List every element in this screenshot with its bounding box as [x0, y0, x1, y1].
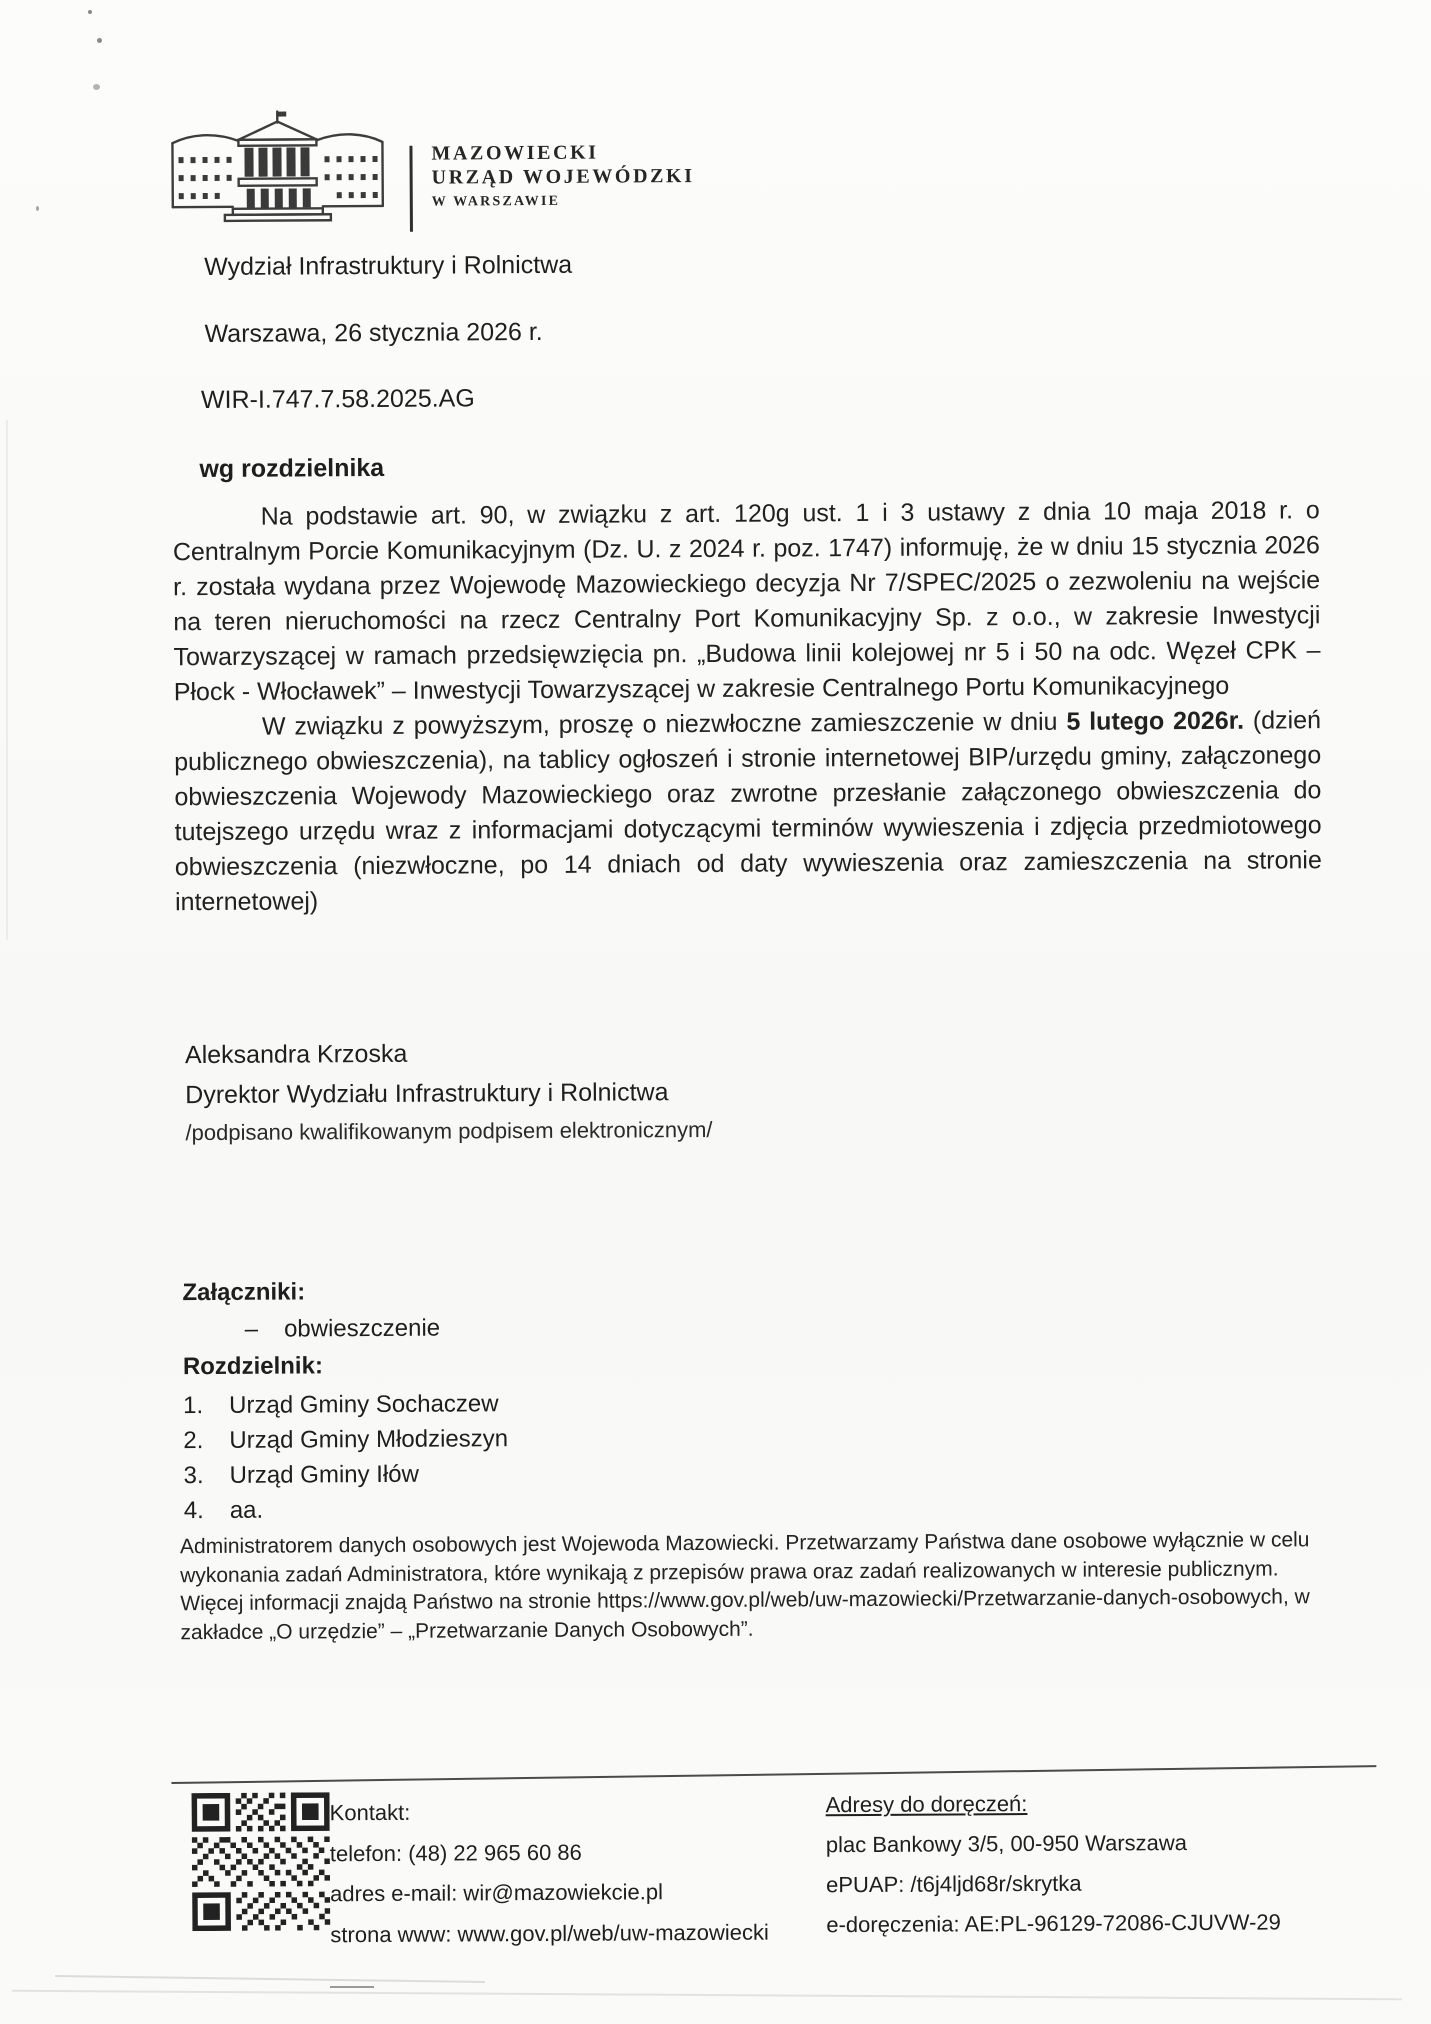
attachment-item: [183, 1315, 441, 1345]
attachments-heading: Załączniki:: [182, 1278, 306, 1307]
body-paragraph-2: [174, 703, 1322, 920]
contact-website: strona www: www.gov.pl/web/uw-mazowiecki: [330, 1919, 769, 1947]
distribution-list: [183, 1386, 509, 1528]
body-paragraph-1: Na podstawie art. 90, w związku z art. 120g ust. 1 i 3 ustawy z dnia 10 maja 2018 r. o Centralnym Porcie Komunikacyjnym (Dz. U. z 2024 r. poz. 1747) informuję, że w dniu 15 stycznia 2026 r. została wydana przez Wojewodę Mazowieckiego decyzja Nr 7/SPEC/2025 o zezwoleniu na wejście na teren nieruchomości na rzecz Centralny Port Komunikacyjny Sp. z o.o., w zakresie Inwestycji Towarzyszącej w ramach przedsięwzięcia pn. „Budowa linii kolejowej nr 5 i 50 na odc. Węzeł CPK – Płock - Włocławek” – Inwestycji Towarzyszącej w zakresie Centralnego Portu Komunikacyjnego: [172, 496, 1321, 707]
reference-number: WIR-I.747.7.58.2025.AG: [200, 384, 475, 415]
organization-name: [431, 140, 694, 211]
delivery-edelivery: e-doręczenia: AE:PL-96129-72086-CJUVW-29: [826, 1909, 1281, 1938]
attachments-section: [182, 1278, 440, 1345]
distribution-item-number: 4.: [183, 1497, 204, 1525]
delivery-heading: Adresy do doręczeń:: [825, 1791, 1028, 1818]
attachment-label: obwieszczenie: [283, 1314, 441, 1343]
attachment-dash: –: [244, 1315, 259, 1343]
letterhead: [161, 106, 695, 234]
letterhead-divider: [409, 146, 413, 232]
contact-heading: Kontakt:: [329, 1799, 411, 1826]
distribution-item: [183, 1421, 508, 1458]
privacy-notice: Administratorem danych osobowych jest Wojewoda Mazowiecki. Przetwarzamy Państwa dane osobowe wyłącznie w celu wykonania zadań Administratora, które wynikają z przepisów prawa oraz zadań realizowanych w interesie publicznym. Więcej informacji znajdą Państwo na stronie https://www.gov.pl/web/uw-mazowiecki/Przetwarzanie-danych-osobowych, w zakładce „O urzędzie” – „Przetwarzanie Danych Osobowych”.: [179, 1528, 1310, 1644]
signature-title: Dyrektor Wydziału Infrastruktury i Rolnictwa: [185, 1078, 669, 1110]
signature-block: [185, 1032, 713, 1151]
distribution-item-label: Urząd Gminy Sochaczew: [229, 1390, 499, 1419]
org-name-line2: URZĄD WOJEWÓDZKI: [431, 165, 695, 189]
paragraph2-text-after: (dzień publicznego obwieszczenia), na tablicy ogłoszeń i stronie internetowej BIP/urzędu gminy, załączonego obwieszczenia Wojewody Mazowieckiego oraz zwrotne przesłanie załączonego obwieszczenia do tutejszego urzędu wraz z informacjami dotyczącymi terminów wywieszenia i zdjęcia przedmiotowego obwieszczenia (niezwłoczne, po 14 dniach od daty wywieszenia oraz zamieszczenia na stronie internetowej): [174, 706, 1322, 917]
distribution-item: [183, 1386, 508, 1423]
contact-phone: telefon: (48) 22 965 60 86: [329, 1839, 582, 1866]
distribution-item-number: 1.: [183, 1392, 204, 1420]
paragraph2-text-before: W związku z powyższym, proszę o niezwłoczne zamieszczenie w dniu: [261, 707, 1067, 741]
footer-divider: [171, 1765, 1376, 1784]
contact-email: adres e-mail: wir@mazowiekcie.pl: [330, 1879, 664, 1907]
delivery-postal-address: plac Bankowy 3/5, 00-950 Warszawa: [825, 1830, 1188, 1858]
distribution-item: [183, 1456, 508, 1493]
distribution-section: [183, 1351, 509, 1528]
org-name-line3: W WARSZAWIE: [431, 193, 561, 210]
signature-name: Aleksandra Krzoska: [184, 1039, 408, 1070]
place-and-date: Warszawa, 26 stycznia 2026 r.: [204, 317, 543, 349]
distribution-item-label: Urząd Gminy Iłów: [229, 1460, 420, 1489]
delivery-addresses-block: [825, 1782, 1280, 1945]
distribution-item-label: Urząd Gminy Młodzieszyn: [229, 1425, 509, 1454]
org-name-line1: MAZOWIECKI: [431, 141, 599, 165]
distribution-item-label: aa.: [229, 1496, 264, 1524]
signature-electronic-note: /podpisano kwalifikowanym podpisem elektronicznym/: [185, 1116, 713, 1146]
department-name: Wydział Infrastruktury i Rolnictwa: [204, 250, 573, 282]
distribution-item-number: 3.: [183, 1462, 204, 1490]
distribution-item: [184, 1491, 509, 1528]
delivery-epuap: ePUAP: /t6j4ljd68r/skrytka: [825, 1870, 1082, 1898]
qr-code: [192, 1792, 331, 1931]
addressee-line: wg rozdzielnika: [199, 453, 385, 484]
distribution-item-number: 2.: [183, 1427, 204, 1455]
letter-body: [173, 493, 1323, 920]
distribution-heading: Rozdzielnik:: [182, 1352, 323, 1381]
contact-block: [330, 1791, 769, 1956]
government-building-logo-icon: [161, 108, 394, 234]
deadline-emphasis: 5 lutego 2026r.: [1066, 706, 1245, 736]
